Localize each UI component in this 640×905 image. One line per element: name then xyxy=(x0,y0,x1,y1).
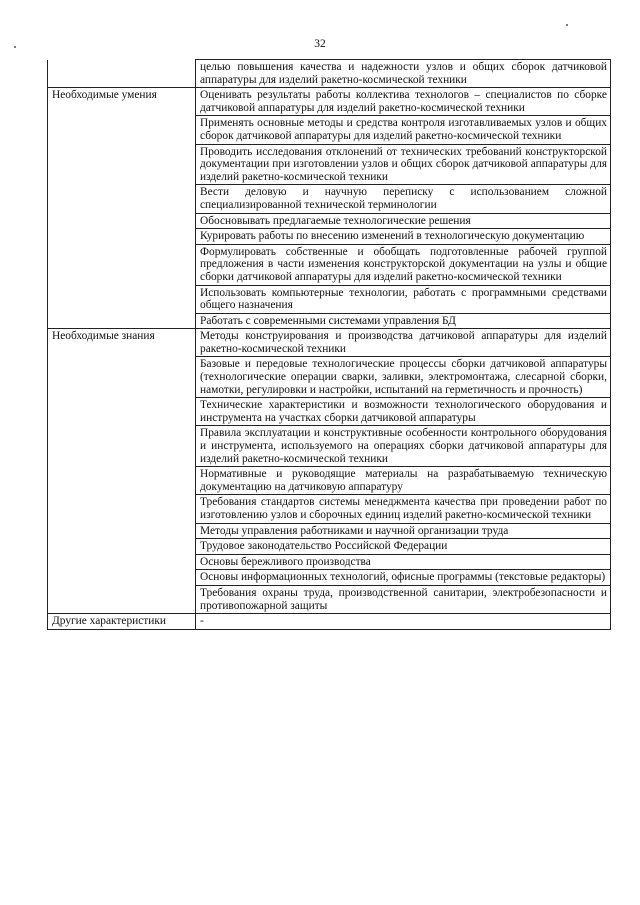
row-label xyxy=(48,585,196,613)
row-label xyxy=(48,495,196,523)
row-text: Требования охраны труда, производственной санитарии, электробезопасности и противопожарной защиты xyxy=(196,585,611,613)
row-label xyxy=(48,229,196,245)
row-text: Курировать работы по внесению изменений в технологическую документацию xyxy=(196,229,611,245)
table-row xyxy=(48,398,611,426)
row-label xyxy=(48,144,196,185)
row-text: Оценивать результаты работы коллектива технологов – специалистов по сборке датчиковой аппаратуры для изделий ракетно-космической техники xyxy=(196,88,611,116)
row-text: Базовые и передовые технологические процессы сборки датчиковой аппаратуры (технологические операции сварки, заливки, электромонтажа, слесарной сборки, намотки, регулировки и настройки, испытаний на герметичность и прочность) xyxy=(196,357,611,398)
row-label xyxy=(48,60,196,88)
row-text: Трудовое законодательство Российской Федерации xyxy=(196,539,611,555)
row-label xyxy=(48,313,196,329)
table-row xyxy=(48,244,611,285)
table-row xyxy=(48,614,611,630)
table-row xyxy=(48,213,611,229)
table-row xyxy=(48,313,611,329)
row-text: Вести деловую и научную переписку с использованием сложной специализированной технической терминологии xyxy=(196,185,611,213)
table-row xyxy=(48,116,611,144)
row-label xyxy=(48,570,196,586)
table-row xyxy=(48,144,611,185)
table-row xyxy=(48,495,611,523)
row-label xyxy=(48,426,196,467)
row-text: Использовать компьютерные технологии, работать с программными средствами общего назначения xyxy=(196,285,611,313)
row-text: целью повышения качества и надежности узлов и общих сборок датчиковой аппаратуры для изделий ракетно-космической техники xyxy=(196,60,611,88)
table-row xyxy=(48,60,611,88)
row-text: Требования стандартов системы менеджмента качества при проведении работ по изготовлению узлов и сборочных единиц изделий ракетно-космической техники xyxy=(196,495,611,523)
scan-speck xyxy=(566,24,568,26)
row-text: - xyxy=(196,614,611,630)
row-label: Необходимые знания xyxy=(48,329,196,357)
row-label xyxy=(48,398,196,426)
row-text: Нормативные и руководящие материалы на разрабатываемую техническую документацию на датчиковую аппаратуру xyxy=(196,467,611,495)
table-row xyxy=(48,357,611,398)
row-label: Другие характеристики xyxy=(48,614,196,630)
row-label xyxy=(48,244,196,285)
table-row xyxy=(48,554,611,570)
row-text: Проводить исследования отклонений от технических требований конструкторской документации при изготовлении узлов и общих сборок датчиковой аппаратуры для изделий ракетно-космической техники xyxy=(196,144,611,185)
table-row xyxy=(48,467,611,495)
row-label xyxy=(48,554,196,570)
row-text: Обосновывать предлагаемые технологические решения xyxy=(196,213,611,229)
row-label xyxy=(48,285,196,313)
table-row xyxy=(48,523,611,539)
table-row xyxy=(48,585,611,613)
table-row xyxy=(48,285,611,313)
row-text: Работать с современными системами управления БД xyxy=(196,313,611,329)
table-row xyxy=(48,426,611,467)
table-row xyxy=(48,539,611,555)
row-text: Основы бережливого производства xyxy=(196,554,611,570)
row-label xyxy=(48,213,196,229)
row-text: Основы информационных технологий, офисные программы (текстовые редакторы) xyxy=(196,570,611,586)
row-label xyxy=(48,185,196,213)
table-row xyxy=(48,329,611,357)
row-label xyxy=(48,467,196,495)
row-text: Технические характеристики и возможности технологического оборудования и инструмента на участках сборки датчиковой аппаратуры xyxy=(196,398,611,426)
page-number: 32 xyxy=(314,38,326,50)
row-text: Методы управления работниками и научной организации труда xyxy=(196,523,611,539)
row-label xyxy=(48,357,196,398)
table-row xyxy=(48,185,611,213)
row-label xyxy=(48,116,196,144)
qualification-table xyxy=(47,59,611,630)
row-text: Правила эксплуатации и конструктивные особенности контрольного оборудования и инструмента, используемого на операциях сборки датчиковой аппаратуры для изделий ракетно-космической техники xyxy=(196,426,611,467)
row-text: Формулировать собственные и обобщать подготовленные рабочей группой предложения в части изменения конструкторской документации на узлы и общие сборки датчиковой аппаратуры для изделий ракетно-космической техники xyxy=(196,244,611,285)
row-text: Применять основные методы и средства контроля изготавливаемых узлов и общих сборок датчиковой аппаратуры для изделий ракетно-космической техники xyxy=(196,116,611,144)
row-label xyxy=(48,523,196,539)
row-label xyxy=(48,539,196,555)
row-label: Необходимые умения xyxy=(48,88,196,116)
table-row xyxy=(48,88,611,116)
table-row xyxy=(48,570,611,586)
table-row xyxy=(48,229,611,245)
row-text: Методы конструирования и производства датчиковой аппаратуры для изделий ракетно-космической техники xyxy=(196,329,611,357)
